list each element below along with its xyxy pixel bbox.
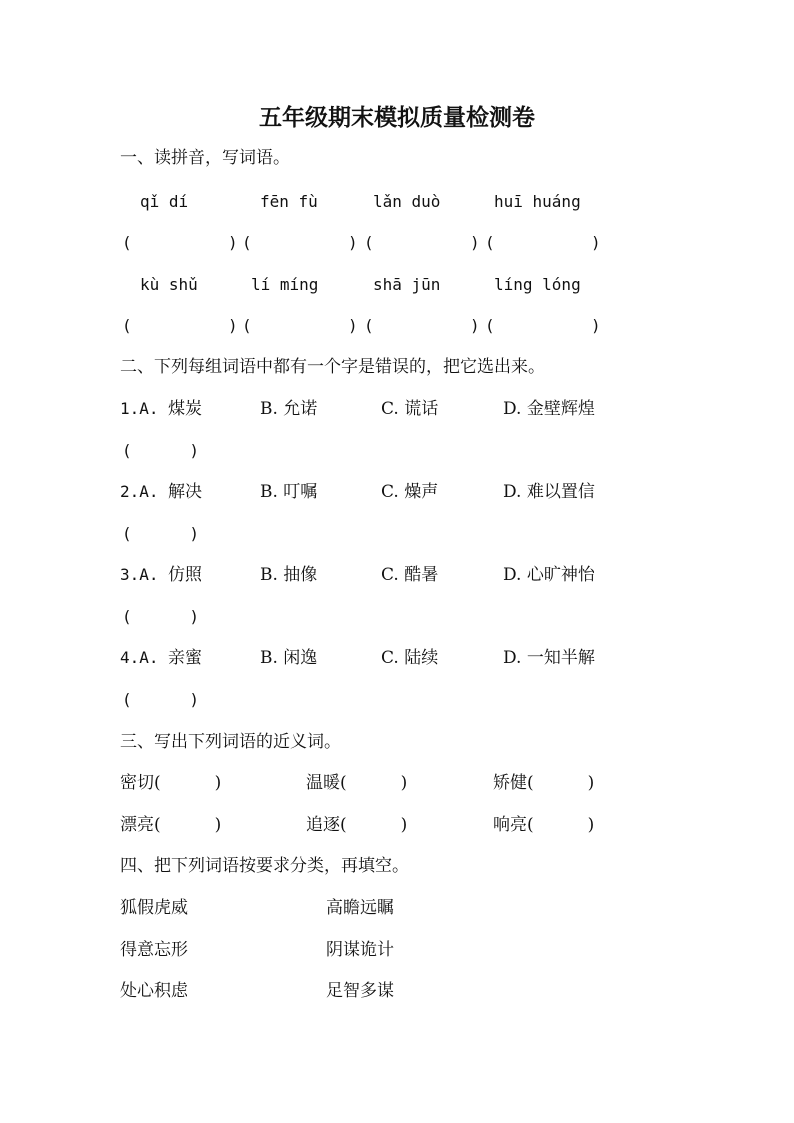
synonym-item[interactable]: 密切( ) (120, 773, 222, 793)
idiom-item: 处心积虑 (120, 981, 188, 1001)
option-d: D. 难以置信 (503, 482, 595, 502)
idiom-item: 足智多谋 (326, 981, 394, 1001)
answer-blank[interactable]: ( ) (364, 316, 480, 335)
option-c: C. 酷暑 (381, 565, 439, 585)
option-c: C. 谎话 (381, 399, 439, 419)
pinyin-5: kù shǔ (140, 275, 198, 294)
pinyin-7: shā jūn (373, 275, 441, 294)
synonym-item[interactable]: 温暖( ) (306, 773, 408, 793)
option-a: 解决 (168, 482, 202, 502)
answer-blank[interactable]: ( ) (242, 233, 358, 252)
question-number: 4.A. (120, 648, 159, 667)
option-b: B. 抽像 (260, 565, 318, 585)
pinyin-1: qǐ dí (140, 192, 189, 211)
pinyin-2: fēn fù (260, 192, 318, 211)
pinyin-3: lǎn duò (373, 192, 441, 211)
answer-blank[interactable]: ( ) (364, 233, 480, 252)
answer-blank[interactable]: ( ) (122, 233, 238, 252)
question-number: 2.A. (120, 482, 159, 501)
answer-blank[interactable]: ( ) (122, 441, 200, 460)
option-b: B. 叮嘱 (260, 482, 318, 502)
page-title: 五年级期末模拟质量检测卷 (259, 104, 535, 131)
option-c: C. 燥声 (381, 482, 439, 502)
idiom-item: 狐假虎威 (120, 898, 188, 918)
synonym-item[interactable]: 响亮( ) (493, 815, 595, 835)
synonym-item[interactable]: 矫健( ) (493, 773, 595, 793)
answer-blank[interactable]: ( ) (485, 233, 601, 252)
answer-blank[interactable]: ( ) (122, 524, 200, 543)
option-b: B. 闲逸 (260, 648, 318, 668)
option-d: D. 金壁辉煌 (503, 399, 595, 419)
answer-blank[interactable]: ( ) (122, 607, 200, 626)
question-number: 1.A. (120, 399, 159, 418)
idiom-item: 高瞻远瞩 (326, 898, 394, 918)
pinyin-4: huī huáng (494, 192, 581, 211)
option-a: 煤炭 (168, 399, 202, 419)
option-c: C. 陆续 (381, 648, 439, 668)
section-4-heading: 四、把下列词语按要求分类，再填空。 (120, 856, 409, 876)
pinyin-6: lí míng (251, 275, 319, 294)
option-b: B. 允诺 (260, 399, 318, 419)
section-1-heading: 一、读拼音，写词语。 (120, 148, 290, 168)
synonym-item[interactable]: 漂亮( ) (120, 815, 222, 835)
answer-blank[interactable]: ( ) (485, 316, 601, 335)
idiom-item: 得意忘形 (120, 940, 188, 960)
pinyin-8: líng lóng (494, 275, 581, 294)
answer-blank[interactable]: ( ) (242, 316, 358, 335)
question-number: 3.A. (120, 565, 159, 584)
option-a: 亲蜜 (168, 648, 202, 668)
section-2-heading: 二、下列每组词语中都有一个字是错误的，把它选出来。 (120, 357, 545, 377)
option-a: 仿照 (168, 565, 202, 585)
option-d: D. 一知半解 (503, 648, 595, 668)
answer-blank[interactable]: ( ) (122, 316, 238, 335)
option-d: D. 心旷神怡 (503, 565, 595, 585)
idiom-item: 阴谋诡计 (326, 940, 394, 960)
synonym-item[interactable]: 追逐( ) (306, 815, 408, 835)
section-3-heading: 三、写出下列词语的近义词。 (120, 732, 341, 752)
answer-blank[interactable]: ( ) (122, 690, 200, 709)
